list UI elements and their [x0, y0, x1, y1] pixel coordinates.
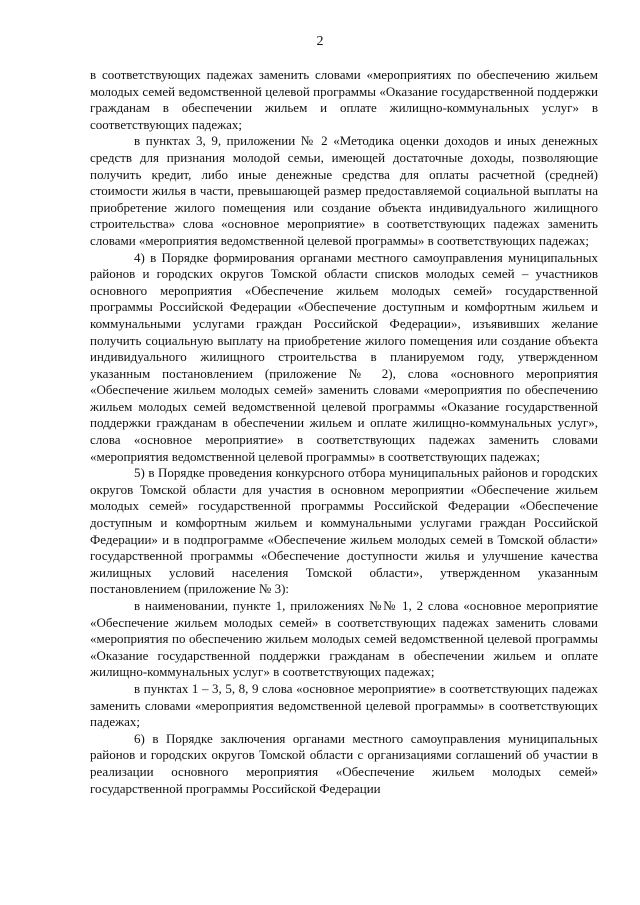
paragraph-continuation: в соответствующих падежах заменить словами «мероприятиях по обеспечению жильем молодых семей ведомственной целевой программы «Оказание государственной поддержки гражданам в обеспечении жильем и оплате жилищно-коммунальных услуг» в соответствующих падежах; — [90, 67, 598, 132]
document-body — [90, 67, 598, 797]
paragraph: в пунктах 3, 9, приложении № 2 «Методика оценки доходов и иных денежных средств для признания молодой семьи, имеющей достаточные доходы, позволяющие получить кредит, либо иные денежные средства для оплаты расчетной (средней) стоимости жилья в части, превышающей размер предоставляемой социальной выплаты на приобретение жилого помещения или создание объекта индивидуального жилищного строительства» слова «основное мероприятие» в соответствующих падежах заменить словами «мероприятия ведомственной целевой программы» в соответствующих падежах; — [90, 133, 598, 248]
paragraph-item-6: 6) в Порядке заключения органами местного самоуправления муниципальных районов и городских округов Томской области с организациями соглашений об участии в реализации основного мероприятия «Обеспечение жильем молодых семей» государственной программы Российской Федерации — [90, 730, 598, 796]
paragraph-item-4: 4) в Порядке формирования органами местного самоуправления муниципальных районов и городских округов Томской области списков молодых семей – участников основного мероприятия «Обеспечение жильем молодых семей» государственной программы Российской Федерации «Обеспечение доступным и комфортным жильем и коммунальными услугами граждан Российской Федерации», изъявивших желание получить социальную выплату на приобретение жилого помещения или создание объекта индивидуального жилищного строительства в планируемом году, утвержденном указанным постановлением (приложение № 2), слова «основного мероприятия «Обеспечение жильем молодых семей» заменить словами «мероприятия по обеспечению жильем молодых семей ведомственной целевой программы «Оказание государственной поддержки гражданам в обеспечении жильем и оплате жилищно-коммунальных услуг», слова «основное мероприятие» в соответствующих падежах заменить словами «мероприятия ведомственной целевой программы» в соответствующих падежах; — [90, 249, 598, 464]
paragraph: в пунктах 1 – 3, 5, 8, 9 слова «основное мероприятие» в соответствующих падежах заменить словами «мероприятия ведомственной целевой программы» в соответствующих падежах; — [90, 680, 598, 730]
paragraph: в наименовании, пункте 1, приложениях №№ 1, 2 слова «основное мероприятие «Обеспечение жильем молодых семей» в соответствующих падежах заменить словами «мероприятия по обеспечению жильем молодых семей ведомственной целевой программы «Оказание государственной поддержки гражданам в обеспечении жильем и оплате жилищно-коммунальных услуг» в соответствующих падежах; — [90, 598, 598, 680]
paragraph-item-5: 5) в Порядке проведения конкурсного отбора муниципальных районов и городских округов Томской области для участия в основном мероприятии «Обеспечение жильем молодых семей» государственной программы Российской Федерации «Обеспечение доступным и комфортным жильем и коммунальными услугами граждан Российской Федерации» и в подпрограмме «Обеспечение жильем молодых семей в Томской области» государственной программы «Обеспечение доступности жилья и улучшение качества жилищных условий населения Томской области», утвержденном указанным постановлением (приложение № 3): — [90, 465, 598, 597]
page-number: 2 — [316, 34, 324, 49]
